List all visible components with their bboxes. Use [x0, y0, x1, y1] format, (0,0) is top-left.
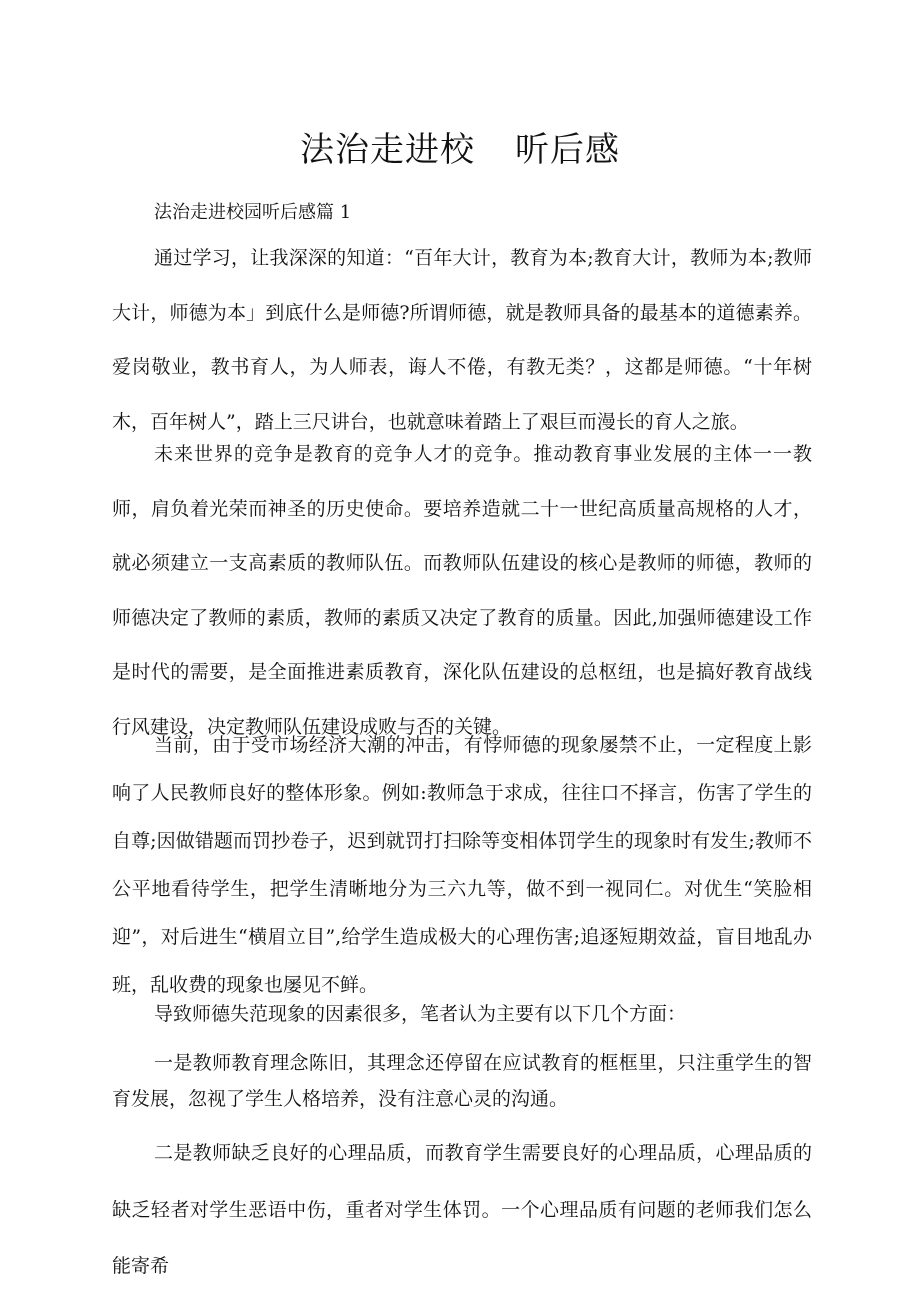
paragraph-1: 通过学习，让我深深的知道：“百年大计，教育为本;教育大计，教师为本;教师大计，师德为本」到底什么是师德?所谓师德，就是教师具备的最基本的道德素养。爱岗敬业，教书育人，为人师表，诲人不倦，有教无类？，这都是师德。“十年树木，百年树人”，踏上三尺讲台，也就意味着踏上了艰巨而漫长的育人之旅。	[112, 247, 812, 433]
paragraph-3: 当前，由于受市场经济大潮的冲击，有悖师德的现象屡禁不止，一定程度上影响了人民教师良好的整体形象。例如:教师急于求成，往往口不择言，伤害了学生的自尊;因做错题而罚抄卷子，迟到就罚打扫除等变相体罚学生的现象时有发生;教师不公平地看待学生，把学生清晰地分为三六九等，做不到一视同仁。对优生“笑脸相迎”，对后进生“横眉立目”,给学生造成极大的心理伤害;追逐短期效益，盲目地乱办班，乱收费的现象也屡见不鲜。	[112, 734, 812, 996]
paragraph-4: 导致师德失范现象的因素很多，笔者认为主要有以下几个方面：	[154, 1003, 687, 1025]
title-part-1: 法治走进校	[300, 130, 475, 170]
paragraph-6: 二是教师缺乏良好的心理品质，而教育学生需要良好的心理品质，心理品质的缺乏轻者对学生恶语中伤，重者对学生体罚。一个心理品质有问题的老师我们怎么能寄希	[112, 1142, 812, 1277]
paragraph-2: 未来世界的竞争是教育的竞争人才的竞争。推动教育事业发展的主体一一教师，肩负着光荣而神圣的历史使命。要培养造就二十一世纪高质量高规格的人才，就必须建立一支高素质的教师队伍。而教师队伍建设的核心是教师的师德，教师的师德决定了教师的素质，教师的素质又决定了教育的质量。因此,加强师德建设工作是时代的需要，是全面推进素质教育，深化队伍建设的总枢纽，也是搞好教育战线行风建设，决定教师队伍建设成败与否的关键。	[112, 443, 812, 738]
document-subtitle: 法治走进校园听后感篇 1	[154, 202, 352, 223]
title-part-2: 听后感	[515, 130, 620, 170]
paragraph-5: 一是教师教育理念陈旧，其理念还停留在应试教育的框框里，只注重学生的智育发展，忽视了学生人格培养，没有注意心灵的沟通。	[112, 1052, 812, 1110]
document-title	[0, 126, 920, 174]
